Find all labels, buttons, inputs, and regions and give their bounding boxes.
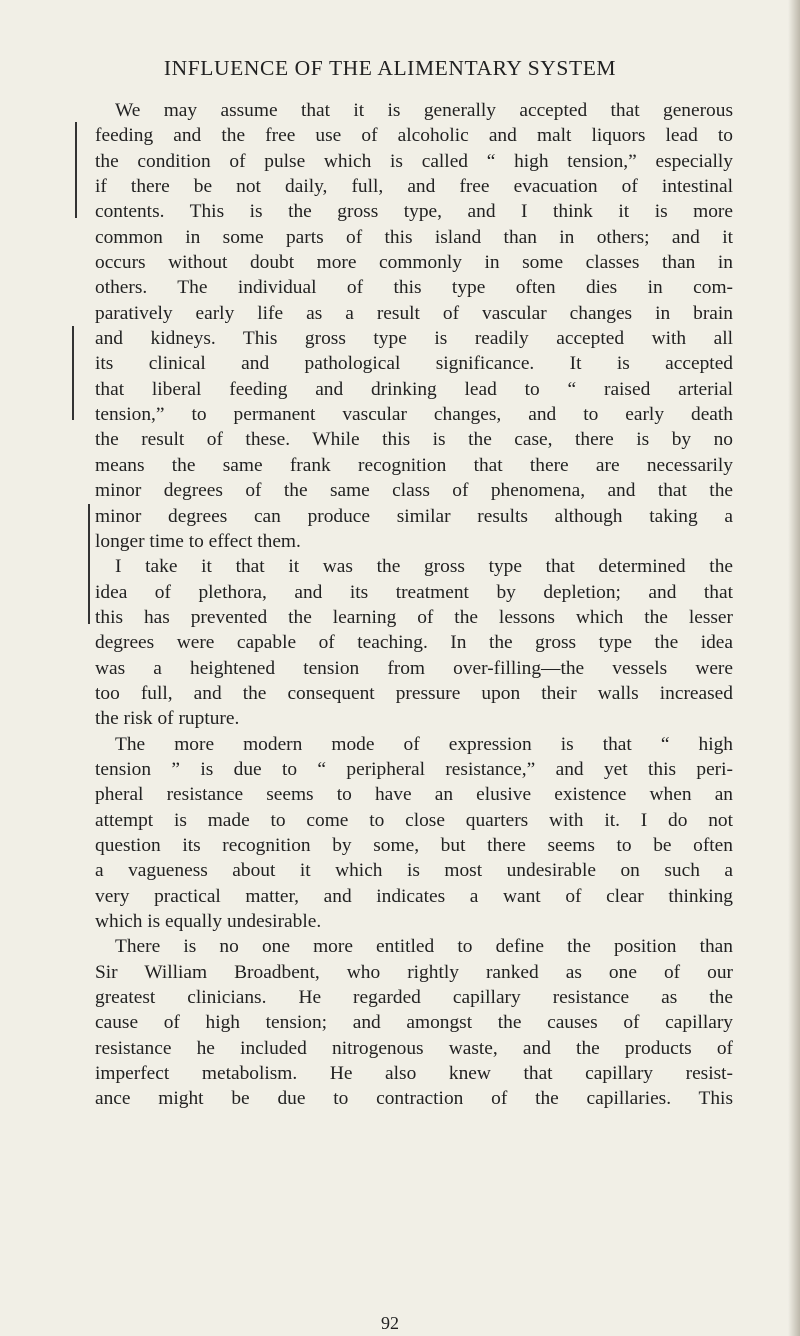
text-line: I take it that it was the gross type that determined the <box>115 556 733 578</box>
page-edge-shadow <box>788 0 800 1336</box>
text-line: tension ” is due to “ peripheral resistance,” and yet this peri- <box>95 758 733 780</box>
text-line: the risk of rupture. <box>95 708 240 730</box>
text-line: contents. This is the gross type, and I think it is more <box>95 201 733 223</box>
text-line: resistance he included nitrogenous waste, and the products of <box>95 1037 733 1059</box>
text-line: The more modern mode of expression is that “ high <box>115 733 733 755</box>
text-line: degrees were capable of teaching. In the gross type the idea <box>95 632 733 654</box>
text-line: occurs without doubt more commonly in some classes than in <box>95 252 733 274</box>
text-line: We may assume that it is generally accepted that generous <box>115 100 733 121</box>
body-text <box>95 98 733 1112</box>
running-head: INFLUENCE OF THE ALIMENTARY SYSTEM <box>163 56 617 80</box>
text-line: imperfect metabolism. He also knew that capillary resist- <box>95 1063 733 1085</box>
text-line: means the same frank recognition that there are necessarily <box>95 454 733 476</box>
text-line: greatest clinicians. He regarded capillary resistance as the <box>95 987 733 1009</box>
text-line: the result of these. While this is the case, there is by no <box>95 429 733 451</box>
text-line: minor degrees of the same class of phenomena, and that the <box>95 480 733 502</box>
text-line: minor degrees can produce similar results although taking a <box>95 505 733 527</box>
text-line: others. The individual of this type often dies in com- <box>95 277 733 299</box>
text-line: idea of plethora, and its treatment by depletion; and that <box>95 581 733 603</box>
text-line: the condition of pulse which is called “ high tension,” especially <box>95 150 733 172</box>
text-line: too full, and the consequent pressure upon their walls increased <box>95 682 733 704</box>
text-line: a vagueness about it which is most undesirable on such a <box>95 860 733 882</box>
text-line: cause of high tension; and amongst the causes of capillary <box>95 1012 733 1034</box>
text-line: There is no one more entitled to define the position than <box>115 936 733 958</box>
text-line: common in some parts of this island than in others; and it <box>95 226 733 248</box>
text-line: its clinical and pathological significance. It is accepted <box>95 353 733 375</box>
text-line: longer time to effect them. <box>95 530 301 552</box>
text-line: and kidneys. This gross type is readily accepted with all <box>95 328 733 350</box>
text-line: ance might be due to contraction of the capillaries. This <box>95 1088 733 1110</box>
text-line: which is equally undesirable. <box>95 911 322 932</box>
text-line: Sir William Broadbent, who rightly ranked as one of our <box>95 961 733 983</box>
text-line: this has prevented the learning of the lessons which the lesser <box>95 606 733 628</box>
text-line: was a heightened tension from over-filling—the vessels were <box>95 657 733 679</box>
margin-mark <box>75 122 77 218</box>
margin-mark <box>88 504 90 624</box>
text-line: pheral resistance seems to have an elusive existence when an <box>95 784 733 806</box>
text-line: if there be not daily, full, and free evacuation of intestinal <box>95 176 733 198</box>
text-line: paratively early life as a result of vascular changes in brain <box>95 302 733 324</box>
text-line: very practical matter, and indicates a want of clear thinking <box>95 885 733 907</box>
margin-mark <box>72 326 74 420</box>
text-line: tension,” to permanent vascular changes, and to early death <box>95 404 733 426</box>
text-line: attempt is made to come to close quarters with it. I do not <box>95 809 733 831</box>
page-number: 92 <box>381 1313 399 1333</box>
text-line: question its recognition by some, but there seems to be often <box>95 834 733 856</box>
text-line: that liberal feeding and drinking lead to “ raised arterial <box>95 378 733 400</box>
text-line: feeding and the free use of alcoholic and malt liquors lead to <box>95 125 733 147</box>
